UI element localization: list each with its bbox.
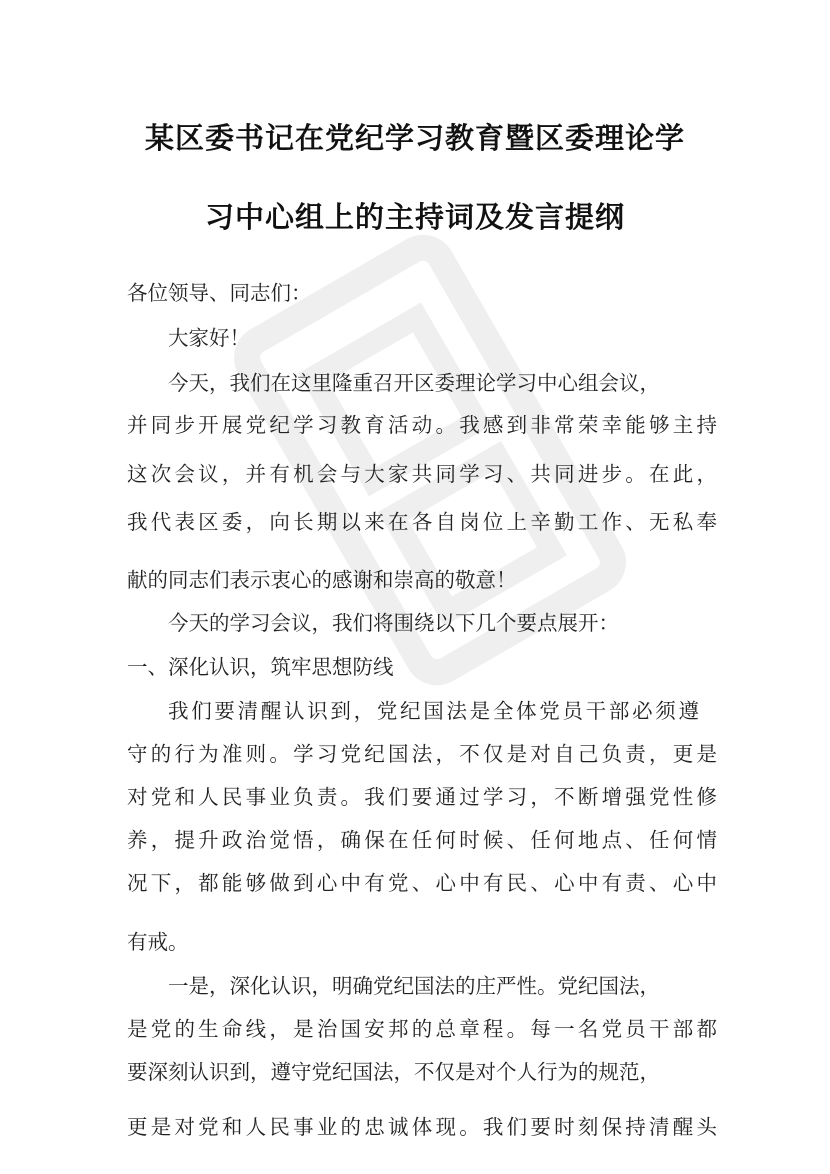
paragraph-line: 对党和人民事业负责。我们要通过学习，不断增强党性修 [127, 785, 717, 809]
paragraph-line: 献的同志们表示衷心的感谢和崇高的敬意！ [127, 568, 517, 592]
paragraph-line: 有戒。 [127, 930, 189, 954]
paragraph-line: 守的行为准则。学习党纪国法，不仅是对自己负责，更是 [127, 742, 717, 766]
paragraph-line: 况下，都能够做到心中有党、心中有民、心中有责、心中 [127, 871, 717, 895]
page-title-line-2: 习中心组上的主持词及发言提纲 [204, 200, 625, 234]
paragraph-line: 我代表区委，向长期以来在各自岗位上辛勤工作、无私奉 [127, 510, 717, 534]
paragraph-line: 我们要清醒认识到，党纪国法是全体党员干部必须遵 [168, 699, 699, 723]
paragraph-line: 更是对党和人民事业的忠诚体现。我们要时刻保持清醒头 [127, 1115, 717, 1139]
salutation: 各位领导、同志们： [127, 281, 312, 305]
paragraph-line: 今天，我们在这里隆重召开区委理论学习中心组会议， [168, 371, 660, 395]
paragraph-line: 养，提升政治觉悟，确保在任何时候、任何地点、任何情 [127, 828, 717, 852]
paragraph-line: 今天的学习会议，我们将围绕以下几个要点展开： [168, 611, 619, 635]
paragraph-line: 并同步开展党纪学习教育活动。我感到非常荣幸能够主持 [127, 413, 717, 437]
greeting: 大家好！ [168, 326, 250, 350]
paragraph-line: 是党的生命线，是治国安邦的总章程。每一名党员干部都 [127, 1017, 717, 1041]
paragraph-line: 这次会议，并有机会与大家共同学习、共同进步。在此， [127, 462, 717, 486]
section-heading: 一、深化认识，筑牢思想防线 [127, 655, 394, 679]
paragraph-line: 一是，深化认识，明确党纪国法的庄严性。党纪国法， [168, 974, 660, 998]
page-title-line-1: 某区委书记在党纪学习教育暨区委理论学 [144, 121, 685, 155]
paragraph-line: 要深刻认识到，遵守党纪国法，不仅是对个人行为的规范， [127, 1060, 660, 1084]
